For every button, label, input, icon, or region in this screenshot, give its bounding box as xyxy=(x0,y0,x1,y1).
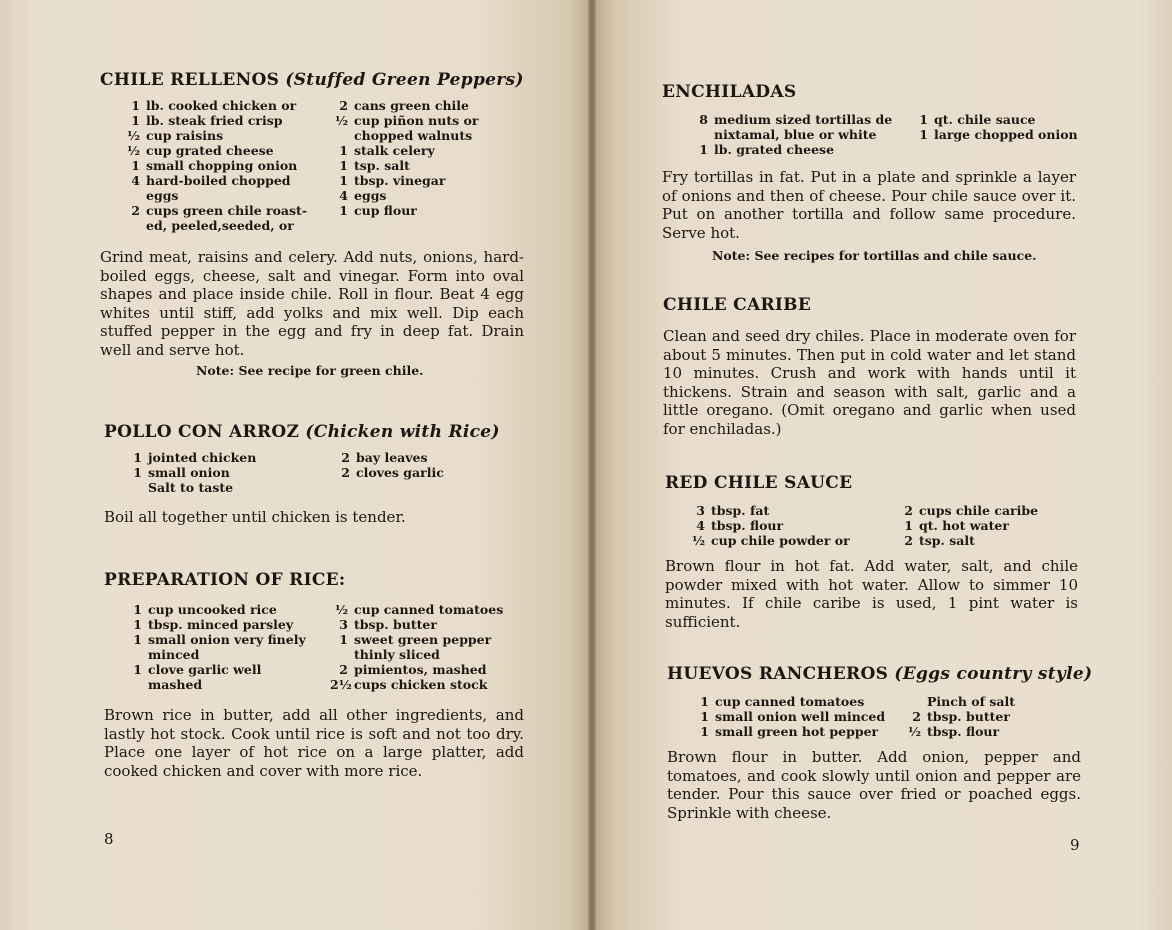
recipe-title-text: PREPARATION OF RICE: xyxy=(104,570,346,590)
recipe-preparation-of-rice xyxy=(104,570,524,780)
recipe-subtitle: (Chicken with Rice) xyxy=(305,422,500,442)
ingredient-text: tsp. salt xyxy=(919,533,975,548)
ingredient-quantity: 1 xyxy=(700,724,709,739)
ingredient-text: small onion very finely xyxy=(148,632,306,647)
ingredient-item xyxy=(124,617,306,632)
ingredient-column xyxy=(124,450,256,495)
recipe-note: Note: See recipe for green chile. xyxy=(196,363,424,378)
recipe-directions: Brown flour in butter. Add onion, pepper and tomatoes, and cook slowly until onion and pepper are tender. Pour this sauce over fried or poached eggs. Sprinkle with cheese. xyxy=(667,748,1081,822)
ingredient-quantity: 1 xyxy=(131,98,140,113)
ingredient-text: tbsp. fat xyxy=(711,503,770,518)
ingredient-column xyxy=(330,98,478,218)
ingredient-item xyxy=(691,709,885,724)
ingredient-item xyxy=(330,158,478,173)
recipe-title-text: CHILE RELLENOS xyxy=(100,70,280,90)
ingredient-quantity: 1 xyxy=(133,465,142,480)
ingredient-list xyxy=(665,503,1078,549)
ingredient-text: qt. chile sauce xyxy=(934,112,1036,127)
ingredient-item xyxy=(895,503,1038,518)
ingredient-text: tbsp. flour xyxy=(927,724,1000,739)
recipe-directions: Grind meat, raisins and celery. Add nuts, onions, hard-boiled eggs, cheese, salt and vinegar. Form into oval shapes and place inside chile. Roll in flour. Beat 4 egg whites until stiff, add yolks and mix well. Dip each stuffed pepper in the egg and fry in deep fat. Drain well and serve hot. xyxy=(100,248,524,359)
ingredient-column xyxy=(691,694,885,739)
ingredient-column xyxy=(687,503,850,548)
recipe-pollo-con-arroz xyxy=(104,422,524,527)
ingredient-item xyxy=(691,724,885,739)
recipe-subtitle: (Stuffed Green Peppers) xyxy=(285,70,524,90)
ingredient-item xyxy=(687,518,850,533)
ingredient-text: tbsp. butter xyxy=(927,709,1010,724)
ingredient-item xyxy=(330,647,503,662)
ingredient-quantity: 2 xyxy=(904,503,913,518)
ingredient-item xyxy=(691,694,885,709)
ingredient-item xyxy=(690,142,892,157)
ingredient-text: cups green chile roast- xyxy=(146,203,308,218)
ingredient-list xyxy=(104,450,524,498)
ingredient-item xyxy=(124,677,306,692)
ingredient-text: cups chile caribe xyxy=(919,503,1039,518)
ingredient-item xyxy=(895,533,1038,548)
ingredient-item xyxy=(330,203,478,218)
ingredient-text: lb. steak fried crisp xyxy=(146,113,283,128)
ingredient-column xyxy=(903,694,1015,739)
ingredient-quantity: 1 xyxy=(133,662,142,677)
ingredient-quantity: 1 xyxy=(339,632,348,647)
ingredient-quantity: 3 xyxy=(696,503,705,518)
ingredient-quantity: 2 xyxy=(339,662,348,677)
ingredient-text: tbsp. minced parsley xyxy=(148,617,294,632)
ingredient-text: cup canned tomatoes xyxy=(354,602,504,617)
recipe-subtitle: (Eggs country style) xyxy=(894,664,1093,684)
ingredient-column xyxy=(330,602,503,692)
recipe-title-text: CHILE CARIBE xyxy=(663,295,812,315)
ingredient-quantity: 1 xyxy=(339,173,348,188)
recipe-directions: Brown rice in butter, add all other ingredients, and lastly hot stock. Cook until rice is soft and not too dry. Place one layer of hot rice on a large platter, add cooked chicken and cover with more rice. xyxy=(104,706,524,780)
ingredient-text: lb. cooked chicken or xyxy=(146,98,297,113)
recipe-directions: Boil all together until chicken is tender. xyxy=(104,508,406,526)
ingredient-text: ed, peeled,seeded, or xyxy=(146,218,294,233)
ingredient-quantity: 1 xyxy=(919,127,928,142)
ingredient-quantity: ½ xyxy=(691,533,705,548)
ingredient-text: tsp. salt xyxy=(354,158,410,173)
ingredient-quantity: 1 xyxy=(904,518,913,533)
ingredient-text: large chopped onion xyxy=(934,127,1078,142)
ingredient-quantity: 1 xyxy=(133,602,142,617)
ingredient-text: tbsp. flour xyxy=(711,518,784,533)
ingredient-item xyxy=(124,647,306,662)
ingredient-text: thinly sliced xyxy=(354,647,440,662)
recipe-title xyxy=(104,570,524,590)
ingredient-item xyxy=(122,173,307,188)
ingredient-column xyxy=(332,450,444,480)
ingredient-item xyxy=(903,724,1015,739)
ingredient-column xyxy=(690,112,892,157)
recipe-title-text: POLLO CON ARROZ xyxy=(104,422,300,442)
recipe-title-text: HUEVOS RANCHEROS xyxy=(667,664,889,684)
ingredient-list xyxy=(104,602,524,694)
ingredient-quantity: 2 xyxy=(341,465,350,480)
ingredient-text: small green hot pepper xyxy=(715,724,879,739)
ingredient-item xyxy=(332,465,444,480)
ingredient-text: small onion xyxy=(148,465,230,480)
ingredient-item xyxy=(690,127,892,142)
ingredient-item xyxy=(124,465,256,480)
ingredient-quantity: 4 xyxy=(339,188,348,203)
ingredient-text: cup uncooked rice xyxy=(148,602,277,617)
ingredient-quantity: ½ xyxy=(126,128,140,143)
ingredient-text: cup canned tomatoes xyxy=(715,694,865,709)
ingredient-item xyxy=(124,450,256,465)
ingredient-item xyxy=(330,662,503,677)
ingredient-list xyxy=(667,694,1081,740)
ingredient-list xyxy=(100,98,524,236)
ingredient-quantity: 2 xyxy=(341,450,350,465)
recipe-title xyxy=(663,295,1076,315)
ingredient-text: jointed chicken xyxy=(148,450,257,465)
ingredient-text: pimientos, mashed xyxy=(354,662,487,677)
ingredient-item xyxy=(910,127,1078,142)
ingredient-item xyxy=(330,617,503,632)
ingredient-text: eggs xyxy=(146,188,179,203)
ingredient-text: minced xyxy=(148,647,200,662)
ingredient-item xyxy=(122,218,307,233)
ingredient-text: cans green chile xyxy=(354,98,470,113)
ingredient-item xyxy=(330,143,478,158)
book-gutter xyxy=(588,0,596,930)
ingredient-quantity: ½ xyxy=(334,602,348,617)
ingredient-text: cup piñon nuts or xyxy=(354,113,479,128)
ingredient-text: nixtamal, blue or white xyxy=(714,127,877,142)
ingredient-item xyxy=(903,709,1015,724)
ingredient-quantity: 1 xyxy=(133,632,142,647)
recipe-enchiladas xyxy=(662,82,1076,263)
ingredient-text: tbsp. vinegar xyxy=(354,173,446,188)
ingredient-item xyxy=(124,662,306,677)
ingredient-item xyxy=(690,112,892,127)
ingredient-quantity: 2 xyxy=(339,98,348,113)
recipe-directions: Brown flour in hot fat. Add water, salt, and chile powder mixed with hot water. Allow to simmer 10 minutes. If chile caribe is used, 1 pint water is sufficient. xyxy=(665,557,1078,631)
ingredient-item xyxy=(895,518,1038,533)
ingredient-text: small onion well minced xyxy=(715,709,886,724)
ingredient-list xyxy=(662,112,1076,158)
ingredient-item xyxy=(124,632,306,647)
ingredient-item xyxy=(330,602,503,617)
ingredient-text: stalk celery xyxy=(354,143,435,158)
ingredient-quantity: 1 xyxy=(339,203,348,218)
ingredient-item xyxy=(122,128,307,143)
ingredient-text: hard-boiled chopped xyxy=(146,173,291,188)
ingredient-text: qt. hot water xyxy=(919,518,1009,533)
ingredient-item xyxy=(122,158,307,173)
ingredient-text: cup raisins xyxy=(146,128,224,143)
ingredient-quantity: 1 xyxy=(699,142,708,157)
ingredient-text: cup chile powder or xyxy=(711,533,850,548)
page-number: 8 xyxy=(104,830,114,848)
ingredient-item xyxy=(330,632,503,647)
ingredient-item xyxy=(330,677,503,692)
ingredient-item xyxy=(330,128,478,143)
ingredient-quantity: 1 xyxy=(919,112,928,127)
ingredient-item xyxy=(122,188,307,203)
ingredient-quantity: 1 xyxy=(339,158,348,173)
ingredient-item xyxy=(330,188,478,203)
recipe-chile-caribe xyxy=(663,295,1076,438)
ingredient-quantity: 2 xyxy=(904,533,913,548)
ingredient-quantity: 1 xyxy=(700,709,709,724)
ingredient-text: clove garlic well xyxy=(148,662,262,677)
ingredient-item xyxy=(687,503,850,518)
ingredient-column xyxy=(895,503,1038,548)
ingredient-quantity: 1 xyxy=(133,450,142,465)
ingredient-item xyxy=(332,450,444,465)
ingredient-column xyxy=(910,112,1078,142)
recipe-note: Note: See recipes for tortillas and chile sauce. xyxy=(712,248,1037,263)
recipe-title xyxy=(665,473,1078,493)
ingredient-item xyxy=(910,112,1078,127)
ingredient-text: cups chicken stock xyxy=(354,677,488,692)
recipe-title xyxy=(104,422,524,442)
recipe-red-chile-sauce xyxy=(665,473,1078,631)
ingredient-quantity: 2 xyxy=(912,709,921,724)
ingredient-item xyxy=(124,480,256,495)
ingredient-quantity: 8 xyxy=(699,112,708,127)
ingredient-item xyxy=(330,173,478,188)
ingredient-item xyxy=(330,113,478,128)
ingredient-item xyxy=(122,143,307,158)
ingredient-text: eggs xyxy=(354,188,387,203)
ingredient-quantity: 1 xyxy=(133,617,142,632)
ingredient-text: small chopping onion xyxy=(146,158,298,173)
ingredient-item xyxy=(122,98,307,113)
ingredient-text: tbsp. butter xyxy=(354,617,437,632)
ingredient-quantity: 3 xyxy=(339,617,348,632)
ingredient-quantity: 1 xyxy=(700,694,709,709)
recipe-directions: Fry tortillas in fat. Put in a plate and sprinkle a layer of onions and then of cheese. Pour chile sauce over it. Put on another tortilla and follow same procedure. Serve hot. xyxy=(662,168,1076,242)
ingredient-column xyxy=(124,602,306,692)
ingredient-item xyxy=(122,113,307,128)
ingredient-quantity: ½ xyxy=(907,724,921,739)
recipe-title-text: RED CHILE SAUCE xyxy=(665,473,853,493)
ingredient-item xyxy=(687,533,850,548)
recipe-directions: Clean and seed dry chiles. Place in moderate oven for about 5 minutes. Then put in cold water and let stand 10 minutes. Crush and work with hands until it thickens. Strain and season with salt, garlic and a little oregano. (Omit oregano and garlic when used for enchiladas.) xyxy=(663,327,1076,438)
ingredient-quantity: 4 xyxy=(696,518,705,533)
ingredient-text: medium sized tortillas de xyxy=(714,112,893,127)
ingredient-quantity: 2½ xyxy=(330,677,352,692)
recipe-title-text: ENCHILADAS xyxy=(662,82,797,102)
ingredient-text: cup flour xyxy=(354,203,417,218)
ingredient-text: cup grated cheese xyxy=(146,143,274,158)
ingredient-text: sweet green pepper xyxy=(354,632,492,647)
recipe-huevos-rancheros xyxy=(667,664,1093,822)
recipe-title xyxy=(667,664,1093,684)
ingredient-quantity: 2 xyxy=(131,203,140,218)
ingredient-quantity: 1 xyxy=(339,143,348,158)
ingredient-text: Salt to taste xyxy=(148,480,234,495)
ingredient-item xyxy=(124,602,306,617)
ingredient-text: cloves garlic xyxy=(356,465,444,480)
ingredient-column xyxy=(122,98,307,233)
recipe-chile-rellenos xyxy=(100,70,524,378)
ingredient-quantity: 1 xyxy=(131,158,140,173)
ingredient-item xyxy=(122,203,307,218)
ingredient-quantity: ½ xyxy=(126,143,140,158)
page-number: 9 xyxy=(1070,836,1080,854)
ingredient-text: mashed xyxy=(148,677,203,692)
ingredient-text: lb. grated cheese xyxy=(714,142,835,157)
ingredient-item xyxy=(330,98,478,113)
ingredient-text: chopped walnuts xyxy=(354,128,473,143)
ingredient-quantity: 1 xyxy=(131,113,140,128)
ingredient-quantity: 4 xyxy=(131,173,140,188)
recipe-title xyxy=(662,82,1076,102)
recipe-title xyxy=(100,70,524,90)
ingredient-text: bay leaves xyxy=(356,450,428,465)
ingredient-text: Pinch of salt xyxy=(927,694,1016,709)
ingredient-item xyxy=(903,694,1015,709)
ingredient-quantity: ½ xyxy=(334,113,348,128)
